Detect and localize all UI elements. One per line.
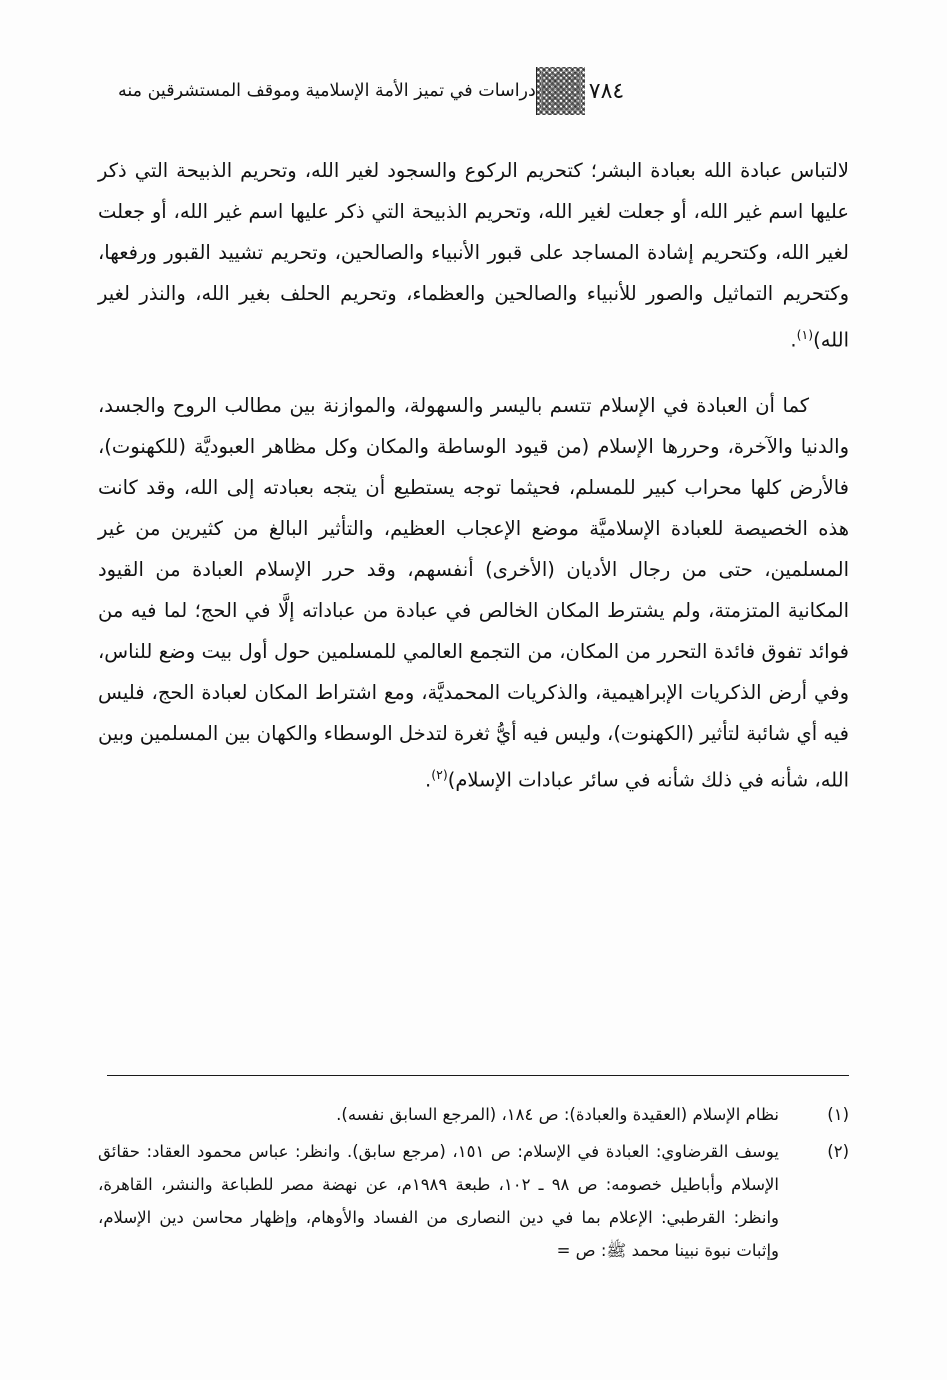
page-number-block [536,67,634,115]
footnote-line: محمود العقاد: حقائق الإسلام وأباطيل خصومه: ص ٩٨ ـ ١٠٢، طبعة ١٩٨٩م، عن [98,1142,780,1194]
footnote-separator [107,1075,849,1076]
paragraph-1-text: لالتباس عبادة الله بعبادة البشر؛ كتحريم الركوع والسجود لغير الله، وتحريم الذبيحة التي ذكر عليها اسم غير الله، أو جعلت لغير الله، وتحريم الذبيحة التي ذكر عليها اسم غير الله، أو جعلت لغير الله، وكتحريم إشادة المساجد على قبور الأنبياء والصالحين، وتحريم تشييد القبور ورفعها، وكتحريم التماثيل والصور للأنبياء والصالحين والعظماء، وتحريم الحلف بغير الله، والنذر لغير الله) [98,159,849,352]
book-running-title: دراسات في تميز الأمة الإسلامية وموقف المستشرقين منه [118,81,536,101]
paragraph-2-end: . [425,768,432,791]
paragraph-2 [98,385,849,801]
paragraph-1 [98,150,849,361]
footnote-item [98,1135,849,1267]
footnote-line: نهضة مصر للطباعة والنشر، القاهرة، وانظر: القرطبي: الإعلام بما في دين النصارى [98,1175,779,1227]
page-body [98,150,849,824]
page-number: ٧٨٤ [588,78,625,104]
footnote-line: من الفساد والأوهام، وإظهار محاسن دين الإسلام، وإثبات نبوة نبينا محمد ﷺ: ص = [98,1208,779,1260]
footnote-line: يوسف القرضاوي: العبادة في الإسلام: ص ١٥١، (مرجع سابق). وانظر: عباس [248,1142,779,1161]
footnote-marker: (٢) [827,1142,849,1161]
footnote-marker: (١) [827,1105,849,1124]
footnote-text: نظام الإسلام (العقيدة والعبادة): ص ١٨٤، (المرجع السابق نفسه). [336,1105,779,1124]
geometric-ornament-icon [536,67,585,115]
page-header [100,62,847,120]
footnote-item [98,1098,849,1131]
paragraph-2-text: كما أن العبادة في الإسلام تتسم باليسر والسهولة، والموازنة بين مطالب الروح والجسد، والدنيا والآخرة، وحررها الإسلام (من قيود الوساطة والمكان وكل مظاهر العبوديَّة (للكهنوت)، فالأرض كلها محراب كبير للمسلم، فحيثما توجه يستطيع أن يتجه بعبادته إلى الله، وقد كانت هذه الخصيصة للعبادة الإسلاميَّة موضع الإعجاب العظيم، والتأثير البالغ من كثيرين من غير المسلمين، حتى من رجال الأديان (الأخرى) أنفسهم، وقد حرر الإسلام العبادة من القيود المكانية المتزمتة، ولم يشترط المكان الخالص في عبادة من عباداته إلَّا في الحج؛ لما فيه من فوائد تفوق فائدة التحرر من المكان، من التجمع العالمي للمسلمين حول أول بيت وضع للناس، وفي أرض الذكريات الإبراهيمية، والذكريات المحمديَّة، ومع اشتراط المكان لعبادة الحج، فليس فيه أي شائبة لتأثير (الكهنوت)، وليس فيه أيُّ ثغرة لتدخل الوسطاء والكهان بين المسلمين وبين الله، شأنه في ذلك شأنه في سائر عبادات الإسلام) [98,393,849,791]
footnotes-section [98,1098,849,1271]
footnote-text [98,1135,779,1267]
footnote-ref-1[interactable]: (١) [796,327,814,342]
footnote-ref-2[interactable]: (٢) [431,766,448,782]
paragraph-1-end: . [790,328,797,352]
